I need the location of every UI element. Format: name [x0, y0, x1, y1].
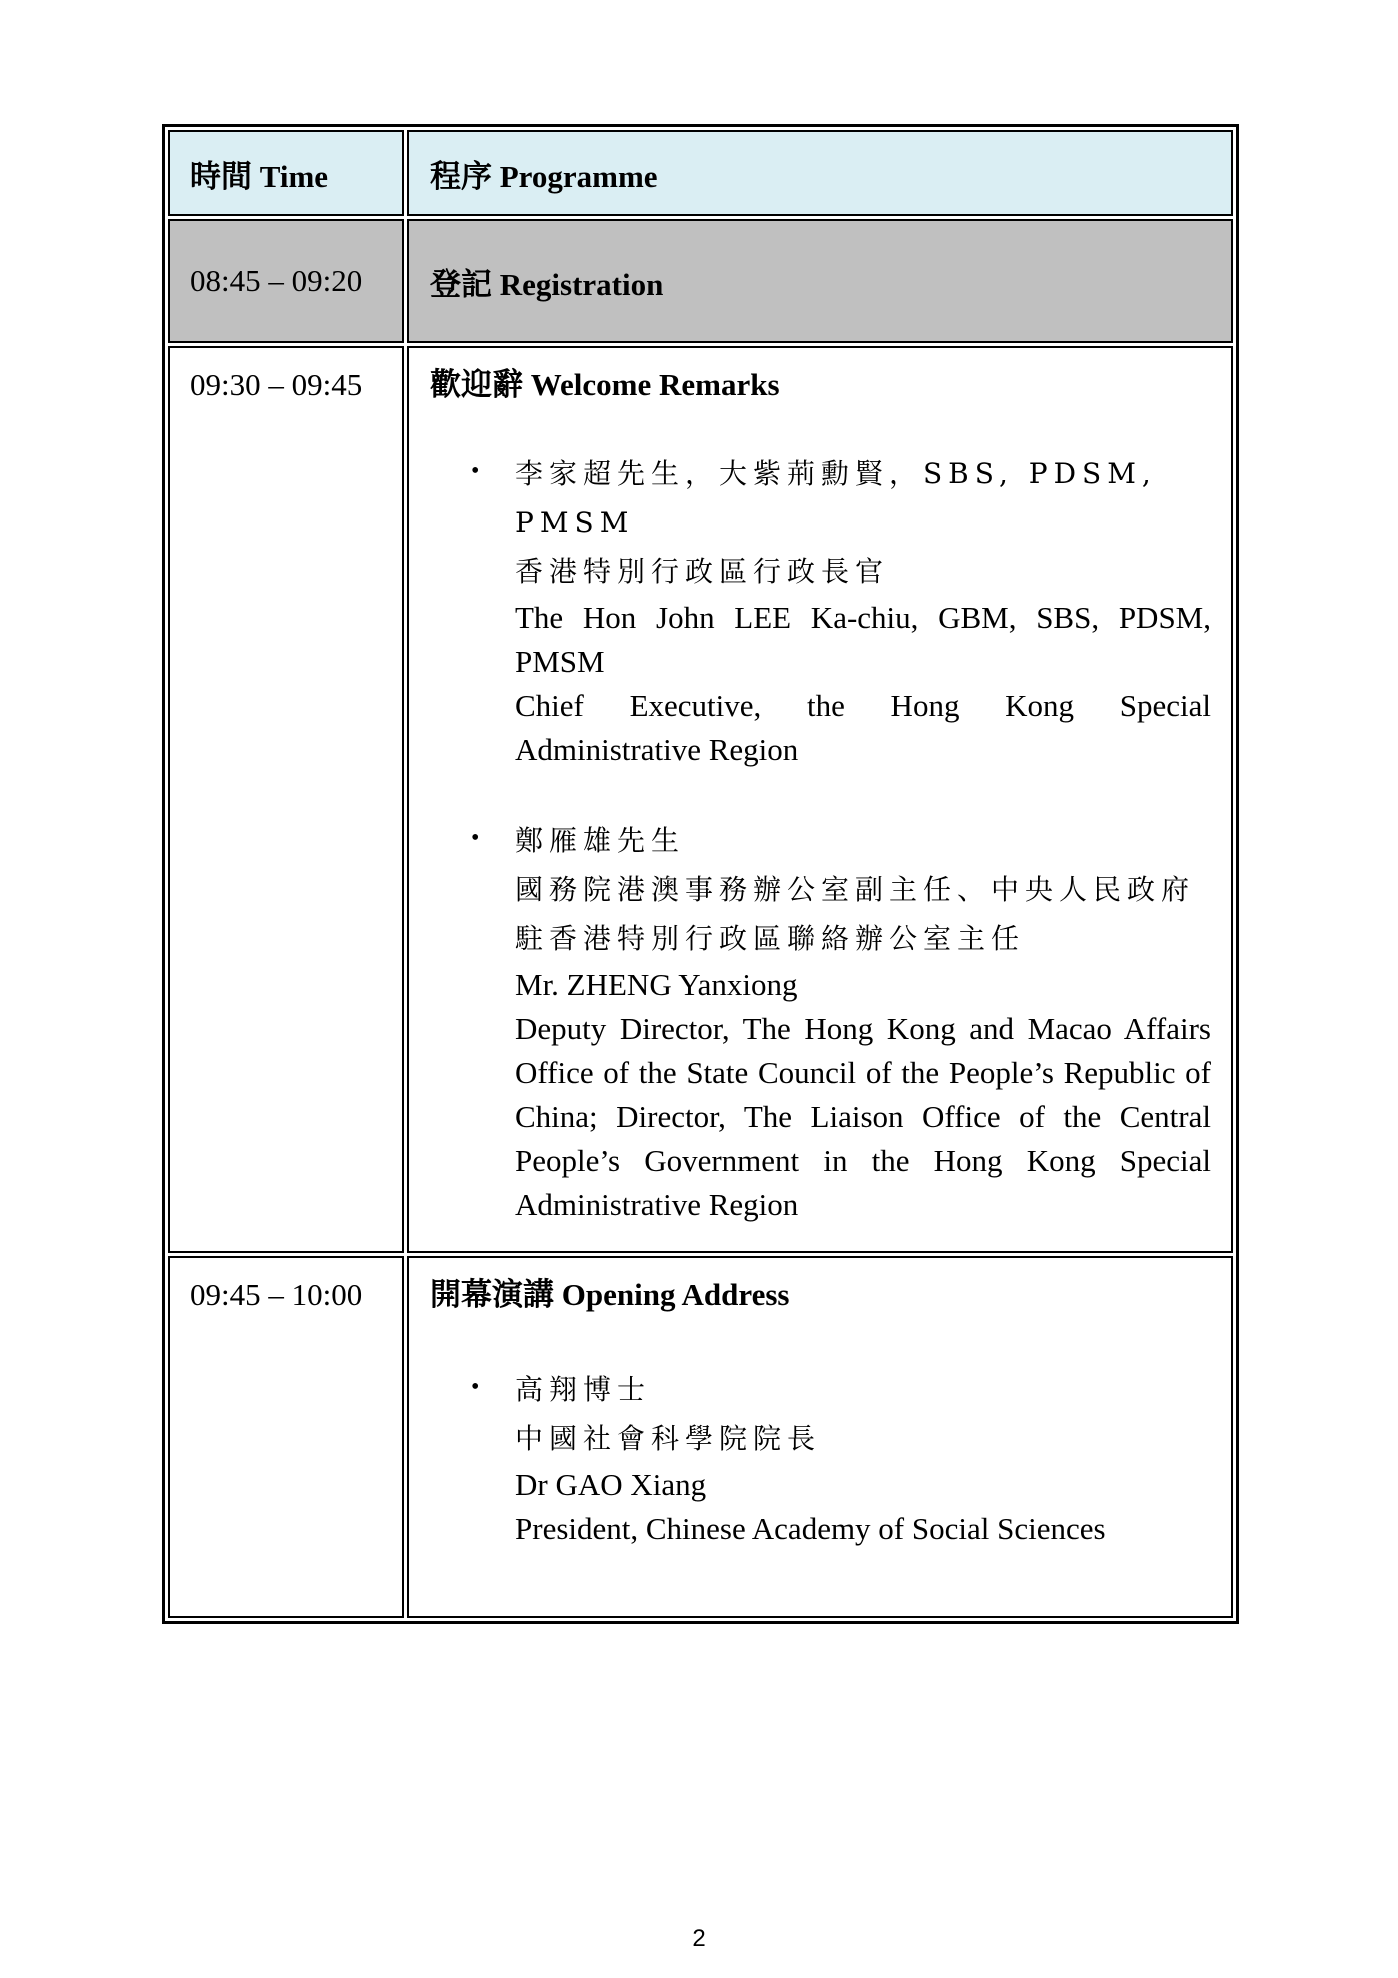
- speaker-name-en: Mr. ZHENG Yanxiong: [515, 967, 798, 1002]
- table-header-row: [168, 130, 1233, 216]
- speaker-title-en: Chief Executive, the Hong Kong Special Administrative Region: [515, 688, 1211, 767]
- opening-programme-cell: [407, 1256, 1233, 1618]
- speaker-zheng-yanxiong: [471, 816, 1211, 1227]
- speaker-title-zh: 中國社會科學院院長: [515, 1422, 822, 1455]
- welcome-remarks-row: [168, 346, 1233, 1253]
- welcome-programme-cell: [407, 346, 1233, 1253]
- speaker-name-en: The Hon John LEE Ka-chiu, GBM, SBS, PDSM, PMSM: [515, 600, 1211, 679]
- welcome-remarks-title: 歡迎辭 Welcome Remarks: [430, 367, 780, 402]
- bullet-icon: •: [471, 1374, 480, 1400]
- bullet-icon: •: [471, 458, 480, 484]
- registration-row: [168, 219, 1233, 343]
- registration-title: 登記 Registration: [407, 219, 1233, 343]
- bullet-icon: •: [471, 825, 480, 851]
- speaker-name-zh: 鄭雁雄先生: [515, 824, 686, 857]
- speaker-john-lee: [471, 449, 1211, 772]
- opening-address-row: [168, 1256, 1233, 1618]
- programme-column-header: 程序 Programme: [407, 130, 1233, 216]
- opening-address-title: 開幕演講 Opening Address: [430, 1277, 790, 1312]
- page-number: 2: [692, 1925, 706, 1952]
- registration-time: 08:45 – 09:20: [168, 219, 404, 343]
- opening-time: 09:45 – 10:00: [168, 1256, 404, 1618]
- programme-table: [162, 124, 1239, 1624]
- speaker-title-zh: 香港特別行政區行政長官: [515, 555, 890, 588]
- speaker-title-zh: 國務院港澳事務辦公室副主任、中央人民政府駐香港特別行政區聯絡辦公室主任: [515, 873, 1196, 955]
- time-column-header: 時間 Time: [168, 130, 404, 216]
- speaker-name-en: Dr GAO Xiang: [515, 1467, 707, 1502]
- speaker-title-en: President, Chinese Academy of Social Sciences: [515, 1511, 1106, 1546]
- speaker-gao-xiang: [471, 1365, 1211, 1551]
- speaker-title-en: Deputy Director, The Hong Kong and Macao Affairs Office of the State Council of the People’s Republic of China; Director, The Liaison Office of the Central People’s Government in the Hong Kong Special Administrative Region: [515, 1011, 1211, 1222]
- speaker-name-zh: 高翔博士: [515, 1373, 652, 1406]
- welcome-time: 09:30 – 09:45: [168, 346, 404, 1253]
- speaker-name-zh: 李家超先生，大紫荊勳賢，SBS, PDSM, PMSM: [515, 457, 1157, 539]
